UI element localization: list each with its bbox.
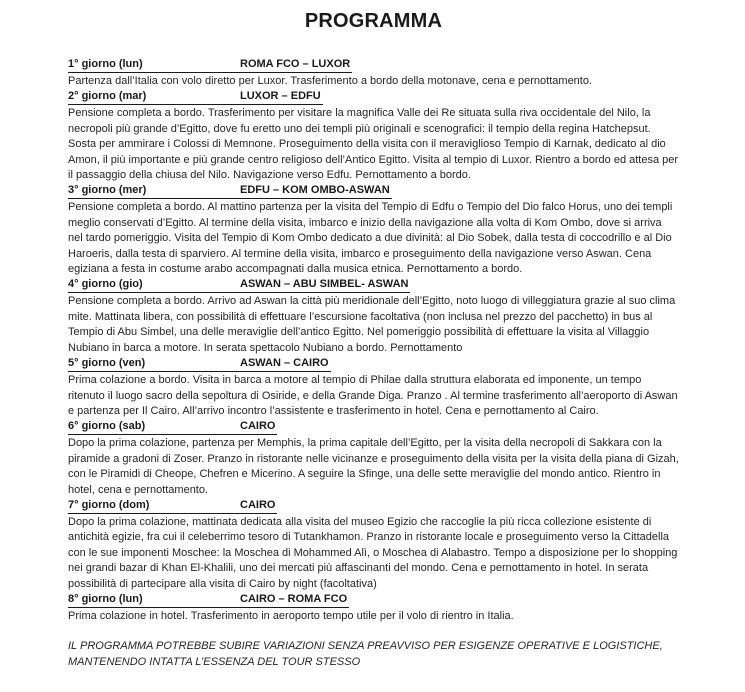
day-label: 3° giorno (mer) (68, 184, 147, 197)
day-label: 4° giorno (gio) (68, 278, 143, 291)
day-1-description: Partenza dall’Italia con volo diretto per Luxor. Trasferimento a bordo della motonave, cena e pernottamento. (68, 75, 593, 87)
day-label: 2° giorno (mar) (68, 90, 147, 103)
day-4-header (68, 277, 410, 293)
day-2-description: Pensione completa a bordo. Trasferimento per visitare la magnifica Valle dei Re situata sulla riva occidentale del Nilo, la necropoli più grande d’Egitto, dove fu eretto uno dei templi più originali e scenografici: il tempio della regina Hatchepsut. Sosta per ammirare i Colossi di Memnone. Proseguimento della visita con il meraviglioso Tempio di Karnak, dedicato al dio Amon, il più importante e più grande centro religioso dell’Antico Egitto. Visita al tempio di Luxor. Rientro a bordo ed attesa per il passaggio della chiusa del Nilo. Navigazione verso Edfu. Pernottamento a bordo. (68, 107, 679, 182)
day-7-header (68, 498, 277, 514)
day-label: 5° giorno (ven) (68, 357, 146, 370)
day-route: CAIRO – ROMA FCO (240, 592, 348, 605)
day-label: 6° giorno (sab) (68, 420, 146, 433)
day-6-description: Dopo la prima colazione, partenza per Memphis, la prima capitale dell’Egitto, per la visita della necropoli di Sakkara con la piramide a gradoni di Zoser. Pranzo in ristorante nelle vicinanze e proseguimento della visita per la visita della piana di Gizah, con le Piramidi di Cheope, Chefren e Micerino. A seguire la Sfinge, una delle sette meraviglie del mondo antico. Rientro in hotel, cena e pernottamento. (68, 437, 679, 496)
day-3-header (68, 183, 392, 199)
day-route: ASWAN – CAIRO (240, 357, 329, 370)
disclaimer-note: IL PROGRAMMA POTREBBE SUBIRE VARIAZIONI SENZA PREAVVISO PER ESIGENZE OPERATIVE E LOGISTICHE, MANTENENDO INTATTA L’ESSENZA DEL TOUR STESSO (68, 640, 663, 668)
day-8-description: Prima colazione in hotel. Trasferimento in aeroporto tempo utile per il volo di rientro in Italia. (68, 609, 514, 622)
day-4-section (68, 277, 679, 356)
day-route: EDFU – KOM OMBO-ASWAN (240, 184, 390, 197)
day-label: 8° giorno (lun) (68, 592, 143, 605)
day-7-description: Dopo la prima colazione, mattinata dedicata alla visita del museo Egizio che raccoglie la più ricca collezione esistente di antichità egizie, fra cui il celeberrimo tesoro di Tutankhamon. Pranzo in ristorante locale e proseguimento verso la Cittadella con le sue imponenti Moschee: la Moschea di Mohammed Alì, o Moschea di Alabastro. Tempo a disposizione per lo shopping nei grandi bazar di Khan El-Khalili, uno dei mercati più affascinanti del mondo. Cena e pernottamento in hotel. In serata possibilità di partecipare alla visita di Cairo by night (facoltativa) (68, 515, 678, 590)
day-4-description: Pensione completa a bordo. Arrivo ad Aswan la città più meridionale dell’Egitto, noto luogo di villeggiatura grazie al suo clima mite. Mattinata libera, con possibilità di effettuare l’escursione facoltativa (non inclusa nel prezzo del pacchetto) in bus al Tempio di Abu Simbel, una delle meraviglie dell’antico Egitto. Nel pomeriggio possibilità di effettuare la visita al Villaggio Nubiano in barca a motore. In serata spettacolo Nubiano a bordo. Pernottamento (68, 295, 676, 354)
day-route: LUXOR – EDFU (240, 90, 321, 103)
day-1-section (68, 57, 679, 89)
day-5-section (68, 356, 679, 419)
day-route: ASWAN – ABU SIMBEL- ASWAN (240, 278, 409, 291)
day-5-header (68, 356, 331, 372)
day-5-description: Prima colazione a bordo. Visita in barca a motore al tempio di Philae dalla struttura elaborata ed imponente, un tempo ritenuto il luogo sacro della sepoltura di Osiride, e della Grande Diga. Pranzo . Al termine trasferimento all’aeroporto di Aswan e partenza per Il Cairo. All’arrivo incontro l’assistente e trasferimento in hotel. Cena e pernottamento al Cairo. (68, 374, 678, 417)
day-6-section (68, 419, 679, 498)
day-label: 7° giorno (dom) (68, 498, 150, 511)
page-title: PROGRAMMA (304, 10, 443, 32)
day-8-section (68, 592, 679, 624)
day-2-section (68, 89, 679, 183)
day-route: ROMA FCO – LUXOR (240, 58, 351, 70)
day-3-description: Pensione completa a bordo. Al mattino partenza per la visita del Tempio di Edfu o Tempio del Dio falco Horus, uno dei templi meglio conservati d’Egitto. Al termine della visita, imbarco e inizio della navigazione alla volta di Kom Ombo, dove si arriva nel tardo pomeriggio. Visita del Tempio di Kom Ombo dedicato a due divinità: al Dio Sobek, dalla testa di coccodrillo e al Dio Haroeris, dalla testa di sparviero. Al termine della visita, imbarco e proseguimento della navigazione verso Aswan. Cena egiziana a festa in costume arabo accompagnati dalla musica etnica. Pernottamento a bordo. (68, 201, 673, 276)
day-6-header (68, 419, 277, 435)
day-2-header (68, 89, 323, 105)
day-label: 1° giorno (lun) (68, 58, 143, 70)
day-route: CAIRO (240, 498, 276, 511)
day-1-header (68, 57, 352, 73)
day-3-section (68, 183, 679, 277)
day-8-header (68, 592, 349, 608)
day-route: CAIRO (240, 420, 276, 433)
day-7-section (68, 498, 679, 592)
